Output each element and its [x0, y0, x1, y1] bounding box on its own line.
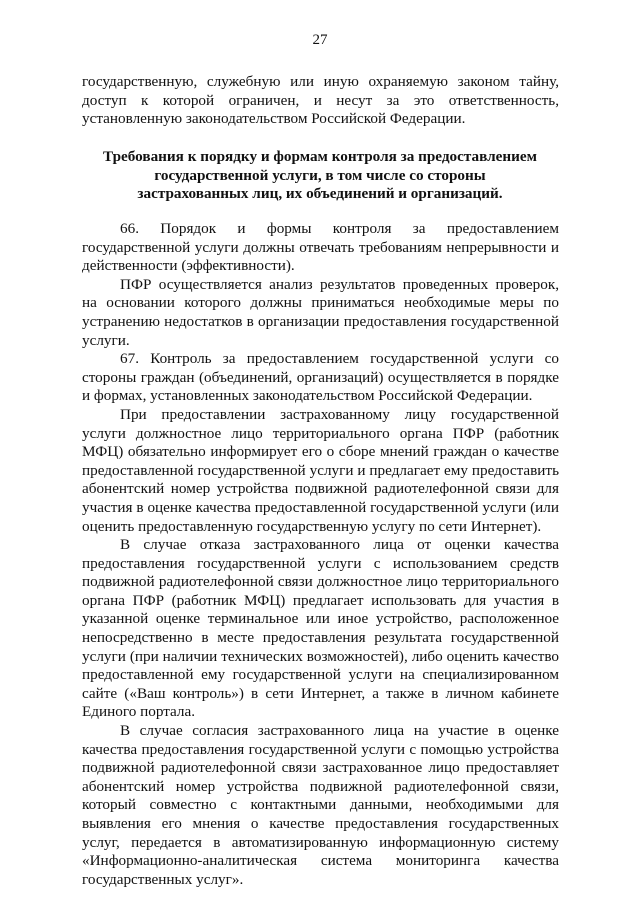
page-number: 27	[312, 32, 328, 48]
paragraph-analysis: ПФР осуществляется анализ результатов проведенных проверок, на основании которого должны приниматься необходимые меры по устранению недостатков в организации предоставления государственной услуги.	[82, 275, 559, 349]
paragraph-informing: При предоставлении застрахованному лицу государственной услуги должностное лицо территориального органа ПФР (работник МФЦ) обязательно информирует его о сборе мнений граждан о качестве предоставленной государственной услуги и предлагает ему предоставить абонентский номер устройства подвижной радиотелефонной связи для участия в оценке качества предоставленной государственной услуги (или оценить предоставленную государственную услугу по сети Интернет).	[82, 405, 559, 535]
intro-paragraph: государственную, служебную или иную охраняемую законом тайну, доступ к которой ограничен, и несут за это ответственность, установленную законодательством Российской Федерации.	[82, 73, 559, 128]
paragraph-consent: В случае согласия застрахованного лица на участие в оценке качества предоставления государственной услуги с помощью устройства подвижной радиотелефонной связи застрахованное лицо предоставляет абонентский номер устройства подвижной радиотелефонной связи, который совместно с контактными данными, необходимыми для выявления его мнения о качестве предоставления государственных услуг, передается в автоматизированную информационную систему «Информационно-аналитическая система мониторинга качества государственных услуг».	[82, 722, 559, 888]
section-heading: Требования к порядку и формам контроля за предоставлением государственной услуги, в том числе со стороны застрахованных лиц, их объединений и организаций.	[103, 148, 537, 203]
body-text	[82, 220, 559, 889]
paragraph-67: 67. Контроль за предоставлением государственной услуги со стороны граждан (объединений, организаций) осуществляется в порядке и формах, установленных законодательством Российской Федерации.	[82, 350, 559, 405]
paragraph-66: 66. Порядок и формы контроля за предоставлением государственной услуги должны отвечать требованиям непрерывности и действенности (эффективности).	[82, 220, 559, 275]
paragraph-refusal: В случае отказа застрахованного лица от оценки качества предоставления государственной услуги с использованием средств подвижной радиотелефонной связи должностное лицо территориального органа ПФР (работник МФЦ) предлагает использовать для участия в указанной оценке терминальное или иное устройство, расположенное непосредственно в месте предоставления результата государственной услуги (при наличии технических возможностей), либо оценить качество предоставленной ему государственной услуги на специализированном сайте («Ваш контроль») в сети Интернет, а также в личном кабинете Единого портала.	[82, 536, 559, 721]
